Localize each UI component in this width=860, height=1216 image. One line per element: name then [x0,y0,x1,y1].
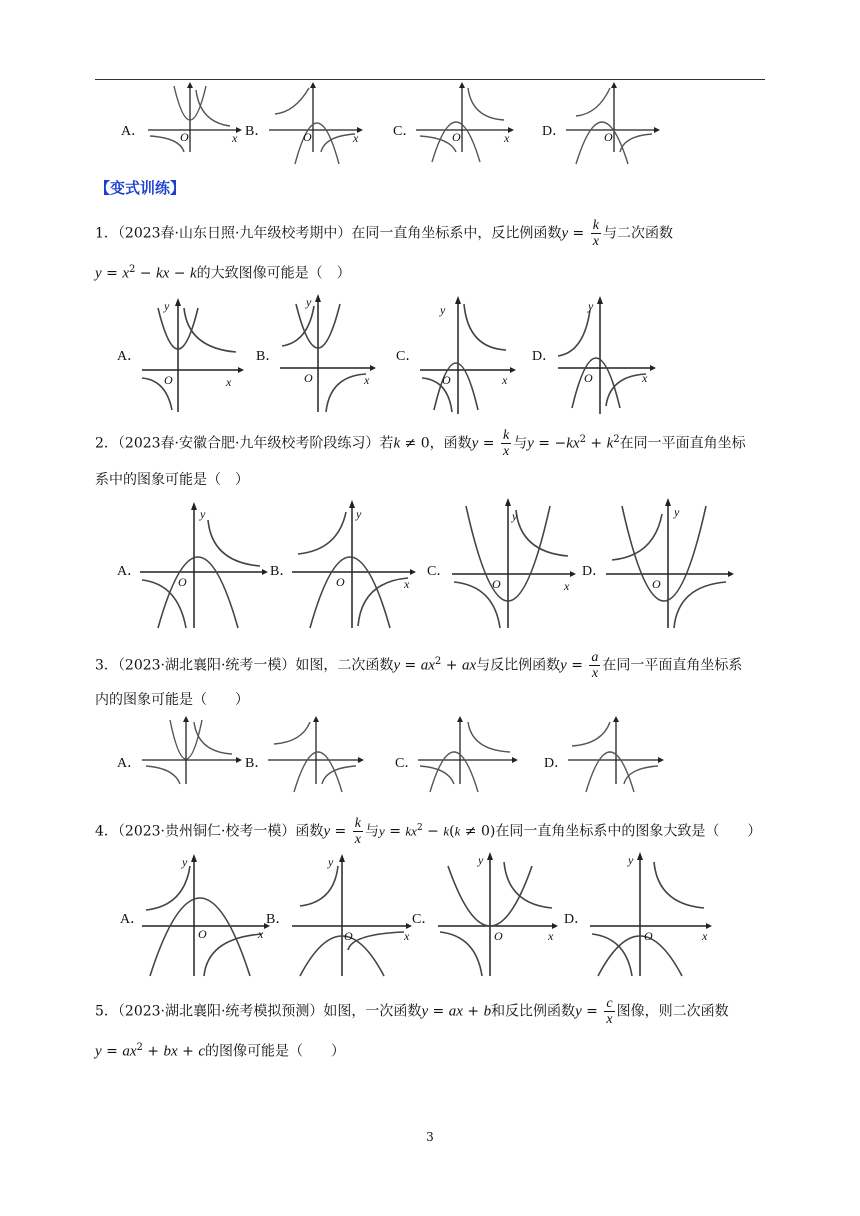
q3-graph-a [140,718,240,786]
svg-text:O: O [344,929,353,943]
svg-text:x: x [404,929,410,943]
svg-text:O: O [604,130,613,144]
svg-text:x: x [353,131,359,145]
top-graph-b [265,84,365,154]
option-d-label: D． [542,124,567,139]
svg-text:y: y [164,299,170,313]
svg-text:x: x [258,927,264,941]
svg-text:O: O [652,577,661,591]
q2-graph-a [138,506,268,630]
q4-line1: 4．（2023·贵州铜仁·校考一模）函数y = $\frac{k}{x}$ 与$y = kx^2 - k(k \ne 0)$在同一直角坐标系中的图象大致是（ ） [95,816,762,847]
q2-line2: 系中的图象可能是（ ） [95,472,249,488]
svg-text:x: x [502,373,508,387]
q4-graph-d [588,854,718,978]
svg-text:O: O [178,575,187,589]
svg-text:y: y [356,507,362,521]
q3-line1: 3．（2023·湖北襄阳·统考一模）如图，二次函数$y = ax^2$ + ax与反比例函数y = $\frac{a}{x}$ 在同一平面直角坐标系 [95,650,743,681]
top-a-x: x [232,131,238,145]
option-b-label: B． [245,124,269,139]
option-c-label: C． [393,124,417,139]
svg-text:y: y [182,855,188,869]
svg-text:x: x [548,929,554,943]
svg-text:O: O [164,373,173,387]
svg-text:x: x [504,131,510,145]
svg-text:y: y [512,509,518,523]
svg-text:y: y [674,505,680,519]
svg-text:y: y [588,299,594,313]
q1-graph-a [140,300,240,415]
q4-graph-a [140,856,280,978]
svg-text:O: O [303,130,312,144]
top-graph-a [140,84,240,154]
svg-text:O: O [584,371,593,385]
q4-graph-b [290,856,420,978]
q1-line2: $y = x^2$ − kx − k的大致图像可能是（ ） [95,264,351,282]
svg-text:O: O [198,927,207,941]
svg-text:x: x [404,577,410,591]
svg-text:O: O [494,929,503,943]
svg-text:O: O [336,575,345,589]
top-graph-c [412,84,512,154]
svg-text:O: O [492,577,501,591]
svg-text:y: y [478,853,484,867]
q3-graph-d [566,718,666,786]
section-heading: 【变式训练】 [95,179,186,197]
svg-text:y: y [200,507,206,521]
svg-text:x: x [226,375,232,389]
q3-graph-b [266,718,366,786]
svg-text:x: x [642,371,648,385]
q3-line2: 内的图象可能是（ ） [95,692,249,708]
svg-text:O: O [304,371,313,385]
svg-text:x: x [564,579,570,593]
svg-text:O: O [442,373,451,387]
q5-line2: $y = ax^2$ + bx + c的图像可能是（ ） [95,1042,345,1060]
q2-graph-c [450,500,580,630]
q1-graph-b [278,296,378,415]
svg-text:y: y [328,855,334,869]
q5-line1: 5．（2023·湖北襄阳·统考模拟预测）如图，一次函数y = ax + b和反比例函数y = $\frac{c}{x}$ 图像，则二次函数 [95,996,729,1027]
svg-text:x: x [702,929,708,943]
q1-line1: 1．（2023春·山东日照·九年级校考期中）在同一直角坐标系中，反比例函数y = $\frac{k}{x}$ 与二次函数 [95,218,673,249]
q1-graph-d [556,296,656,416]
top-a-origin: O [180,130,189,144]
top-graph-d [562,84,662,154]
svg-text:y: y [628,853,634,867]
q2-graph-d [604,500,736,630]
svg-text:O: O [452,130,461,144]
q2-graph-b [290,502,420,630]
q1-frac-k-x: $\frac{k}{x}$ [592,218,599,249]
option-a-label: A． [121,124,146,139]
svg-text:O: O [644,929,653,943]
svg-text:y: y [306,295,312,309]
svg-text:y: y [440,303,446,317]
q4-graph-c [436,854,566,978]
q3-graph-c [416,718,516,786]
q1-graph-c [418,298,518,416]
q2-line1: 2．（2023春·安徽合肥·九年级校考阶段练习）若k ≠ 0，函数y = $\frac{k}{x}$ 与$y = -kx^2 + k^2$在同一平面直角坐标 [95,428,746,459]
header-rule [95,79,765,80]
svg-text:x: x [364,373,370,387]
page-number: 3 [426,1130,434,1144]
